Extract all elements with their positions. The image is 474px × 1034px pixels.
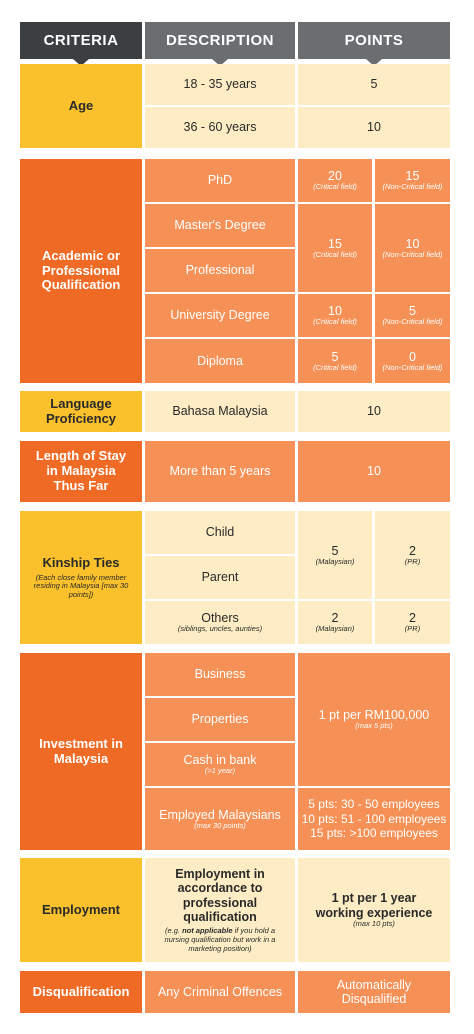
- academic-university: [145, 294, 295, 337]
- criteria-disqualification-label: Disqualification: [32, 983, 130, 999]
- kinship-others-note: (siblings, uncles, aunties): [177, 624, 263, 634]
- criteria-stay: [20, 441, 142, 502]
- academic-phd-noncritical-points: 15: [405, 169, 420, 183]
- investment-points-label: 1 pt per RM100,000: [318, 708, 430, 722]
- academic-university-critical: [298, 294, 372, 337]
- academic-masters-noncritical-points: 10: [405, 236, 420, 251]
- language-desc-label: Bahasa Malaysia: [172, 404, 268, 419]
- age-points-1: [298, 64, 450, 105]
- age-desc-2-label: 36 - 60 years: [183, 120, 257, 135]
- employment-note-prefix: (e.g.: [164, 926, 183, 936]
- kinship-child-malaysian-points: 5: [331, 543, 339, 558]
- header-description: [145, 22, 295, 59]
- kinship-parent-label: Parent: [201, 570, 239, 585]
- academic-university-label: University Degree: [170, 308, 270, 323]
- stay-desc: [145, 441, 295, 502]
- age-points-2: [298, 107, 450, 148]
- investment-cash-note: (>1 year): [204, 766, 236, 776]
- investment-cash-label: Cash in bank: [183, 753, 257, 767]
- kinship-child-malaysian-note: (Malaysian): [315, 556, 355, 566]
- academic-phd-critical-points: 20: [328, 169, 342, 183]
- criteria-investment-label: Investment in Malaysia: [39, 735, 123, 766]
- investment-business: [145, 653, 295, 696]
- investment-employed-points: [298, 788, 450, 850]
- kinship-others-pr-points: 2: [409, 611, 416, 625]
- kinship-child-malaysian: [298, 511, 372, 599]
- criteria-language-label: Language Proficiency: [45, 395, 117, 426]
- kinship-child-pr-note: (PR): [404, 556, 421, 566]
- investment-properties: [145, 698, 295, 741]
- criteria-kinship: [20, 511, 142, 644]
- criteria-kinship-label: Kinship Ties: [42, 554, 120, 570]
- academic-masters-critical-points: 15: [328, 236, 342, 251]
- employment-points: [298, 858, 450, 962]
- academic-diploma-noncritical: [375, 339, 450, 383]
- kinship-child-pr: [375, 511, 450, 599]
- academic-masters-critical-note: (Critical field): [313, 249, 357, 259]
- header-description-label: DESCRIPTION: [165, 32, 274, 49]
- academic-phd-critical-note: (Critical field): [313, 182, 357, 192]
- criteria-age-label: Age: [68, 97, 94, 113]
- criteria-language: [20, 391, 142, 432]
- academic-diploma-noncritical-points: 0: [409, 349, 416, 364]
- criteria-disqualification: [20, 971, 142, 1013]
- kinship-others-malaysian-note: (Malaysian): [315, 624, 355, 634]
- academic-masters: [145, 204, 295, 247]
- academic-university-noncritical: [375, 294, 450, 337]
- language-points-label: 10: [367, 404, 381, 419]
- stay-desc-label: More than 5 years: [169, 464, 271, 479]
- academic-diploma-critical-note: (Critical field): [313, 362, 357, 372]
- header-criteria-label: CRITERIA: [43, 32, 119, 49]
- age-desc-1-label: 18 - 35 years: [183, 77, 257, 92]
- criteria-academic: [20, 159, 142, 383]
- academic-professional: [145, 249, 295, 292]
- academic-phd-noncritical: [375, 159, 450, 202]
- academic-diploma-critical-points: 5: [331, 349, 339, 364]
- investment-points-note: (max 5 pts): [355, 721, 393, 731]
- age-desc-1: [145, 64, 295, 105]
- employment-points-note: (max 10 pts): [353, 919, 395, 929]
- investment-properties-label: Properties: [191, 712, 249, 727]
- disqualification-desc: [145, 971, 295, 1013]
- kinship-parent: [145, 556, 295, 599]
- kinship-child-pr-points: 2: [409, 543, 416, 558]
- language-points: [298, 391, 450, 432]
- kinship-child: [145, 511, 295, 554]
- employment-note-bold: not applicable: [182, 926, 233, 936]
- criteria-employment: [20, 858, 142, 962]
- investment-employed-points-3: 15 pts: >100 employees: [310, 826, 438, 841]
- employment-desc-note: [155, 927, 285, 953]
- academic-masters-critical: [298, 204, 372, 292]
- kinship-others-pr: [375, 601, 450, 644]
- academic-diploma-noncritical-note: (Non-Critical field): [382, 362, 443, 372]
- header-points-label: POINTS: [344, 32, 404, 49]
- language-desc: [145, 391, 295, 432]
- kinship-others: [145, 601, 295, 644]
- investment-points: [298, 653, 450, 786]
- investment-employed-points-1: 5 pts: 30 - 50 employees: [308, 797, 440, 812]
- employment-points-label: 1 pt per 1 year working experience: [315, 891, 433, 920]
- academic-professional-label: Professional: [185, 263, 255, 278]
- stay-points: [298, 441, 450, 502]
- criteria-kinship-note: (Each close family member residing in Malaysia [max 30 points]): [33, 572, 129, 599]
- age-desc-2: [145, 107, 295, 148]
- disqualification-desc-label: Any Criminal Offences: [157, 984, 283, 999]
- investment-cash: [145, 743, 295, 786]
- kinship-others-malaysian: [298, 601, 372, 644]
- academic-university-noncritical-points: 5: [409, 304, 416, 318]
- academic-phd-label: PhD: [207, 173, 233, 188]
- employment-note-suffix: if you hold a nursing qualification but work in a marketing position): [164, 926, 276, 953]
- stay-points-label: 10: [367, 464, 381, 479]
- investment-employed-points-2: 10 pts: 51 - 100 employees: [301, 811, 447, 826]
- header-points: [298, 22, 450, 59]
- academic-masters-label: Master's Degree: [174, 218, 266, 233]
- investment-business-label: Business: [194, 667, 246, 682]
- academic-masters-noncritical: [375, 204, 450, 292]
- criteria-academic-label: Academic or Professional Qualification: [41, 247, 121, 293]
- criteria-age: [20, 64, 142, 148]
- investment-employed-label: Employed Malaysians: [159, 807, 281, 822]
- academic-phd: [145, 159, 295, 202]
- academic-university-noncritical-note: (Non-Critical field): [382, 317, 443, 327]
- academic-diploma-critical: [298, 339, 372, 383]
- kinship-child-label: Child: [205, 525, 235, 540]
- employment-desc-label: Employment in accordance to professional qualification: [175, 866, 265, 924]
- header-criteria: [20, 22, 142, 59]
- employment-desc: [145, 858, 295, 962]
- academic-university-critical-points: 10: [328, 304, 342, 318]
- investment-employed: [145, 788, 295, 850]
- kinship-others-malaysian-points: 2: [331, 611, 339, 625]
- criteria-stay-label: Length of Stay in Malaysia Thus Far: [35, 448, 127, 493]
- academic-diploma: [145, 339, 295, 383]
- age-points-2-label: 10: [367, 120, 381, 135]
- age-points-1-label: 5: [370, 77, 378, 92]
- kinship-others-label: Others: [201, 611, 239, 625]
- criteria-employment-label: Employment: [41, 901, 120, 917]
- investment-employed-note: (max 30 points): [194, 820, 246, 830]
- disqualification-points-label: Automatically Disqualified: [336, 977, 412, 1006]
- kinship-others-pr-note: (PR): [404, 624, 421, 634]
- criteria-investment: [20, 653, 142, 850]
- academic-diploma-label: Diploma: [197, 353, 243, 368]
- disqualification-points: [298, 971, 450, 1013]
- academic-masters-noncritical-note: (Non-Critical field): [382, 249, 443, 259]
- academic-phd-critical: [298, 159, 372, 202]
- academic-phd-noncritical-note: (Non-Critical field): [382, 182, 443, 192]
- academic-university-critical-note: (Critical field): [313, 317, 357, 327]
